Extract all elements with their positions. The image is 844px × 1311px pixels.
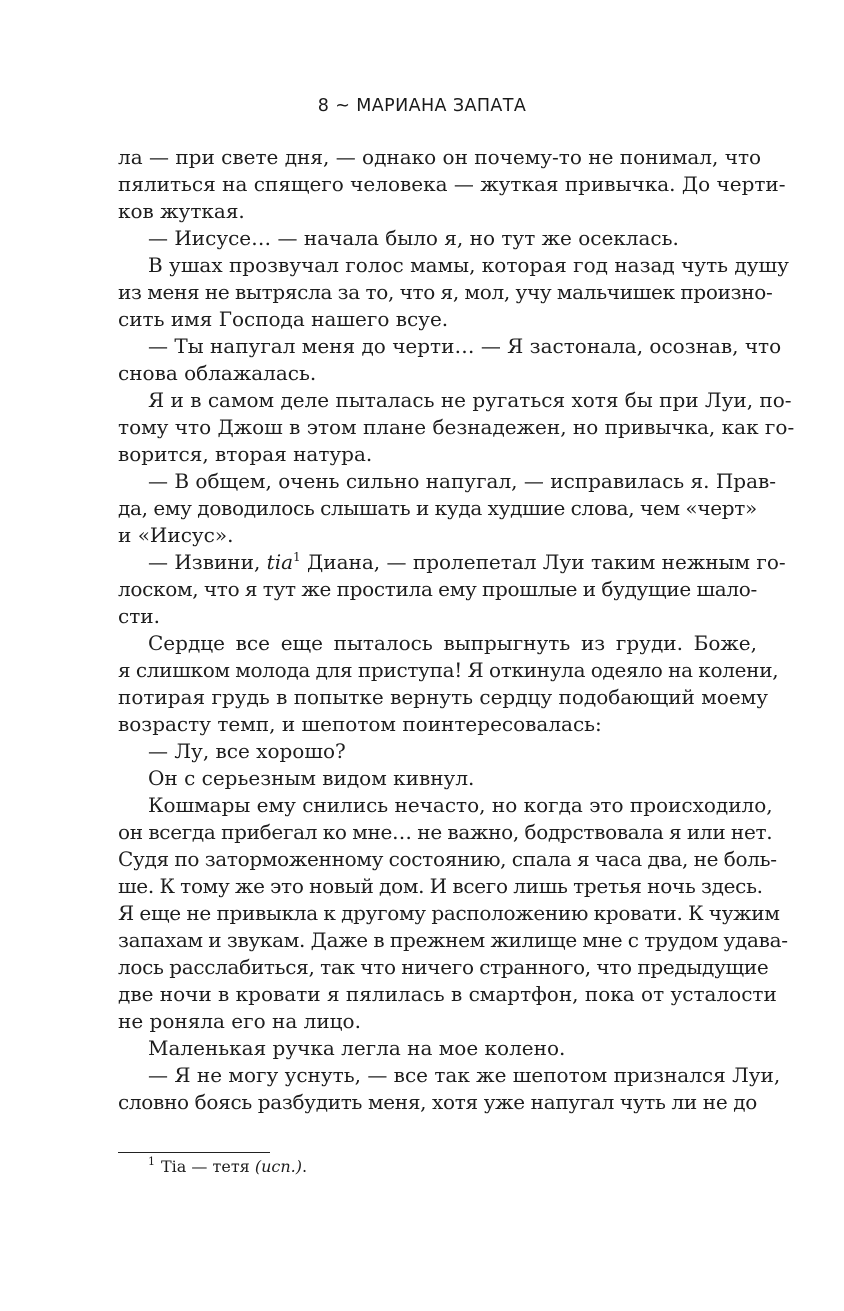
italic-term: tia	[266, 550, 294, 574]
text-line: он всегда прибегал ко мне… не важно, бодрствовала я или нет.	[118, 820, 773, 844]
text-line: Судя по заторможенному состоянию, спала я часа два, не боль-	[118, 847, 777, 871]
text-line: потирая грудь в попытке вернуть сердцу подобающий моему	[118, 685, 768, 709]
footnote-divider	[118, 1152, 270, 1153]
text-line: да, ему доводилось слышать и куда худшие слова, чем «черт»	[118, 496, 757, 520]
text-line: — В общем, очень сильно напугал, — исправилась я. Прав-	[148, 469, 777, 493]
footnote-language: (исп.)	[254, 1157, 302, 1176]
text-fragment: Диана, — пролепетал Луи таким нежным го-	[300, 550, 786, 574]
text-fragment: — Извини,	[148, 550, 267, 574]
running-title: МАРИАНА ЗАПАТА	[356, 96, 527, 116]
text-line: — Ты напугал меня до черти… — Я застонала, осознав, что	[148, 334, 782, 358]
page-number: 8	[317, 96, 330, 116]
text-line: Я еще не привыкла к другому расположению кровати. К чужим	[118, 901, 780, 925]
text-line: лоском, что я тут же простила ему прошлые и будущие шало-	[118, 577, 757, 601]
text-line: ла — при свете дня, — однако он почему-то не понимал, что	[118, 145, 762, 169]
text-line: Маленькая ручка легла на мое колено.	[148, 1036, 566, 1060]
text-line: и «Иисус».	[118, 523, 234, 547]
text-line: лось расслабиться, так что ничего странного, что предыдущие	[118, 955, 769, 979]
text-line	[118, 549, 786, 576]
text-line: я слишком молода для приступа! Я откинула одеяло на колени,	[118, 658, 779, 682]
text-line: пялиться на спящего человека — жуткая привычка. До черти-	[118, 172, 786, 196]
footnote-ref[interactable]: 1	[293, 550, 301, 564]
header-separator: ~	[335, 96, 351, 116]
text-line: возрасту темп, и шепотом поинтересовалась:	[118, 712, 602, 736]
text-line: ворится, вторая натура.	[118, 442, 373, 466]
running-header	[0, 96, 844, 116]
footnote-marker: 1	[148, 1155, 155, 1168]
footnote-term: Tia — тетя	[161, 1157, 255, 1176]
text-line: тому что Джош в этом плане безнадежен, но привычка, как го-	[118, 415, 795, 439]
text-line: сти.	[118, 604, 160, 628]
text-line: Кошмары ему снились нечасто, но когда это происходило,	[148, 793, 773, 817]
text-line: сить имя Господа нашего всуе.	[118, 307, 449, 331]
text-line: две ночи в кровати я пялилась в смартфон, пока от усталости	[118, 982, 777, 1006]
text-line: Он с серьезным видом кивнул.	[148, 766, 475, 790]
text-line: словно боясь разбудить меня, хотя уже напугал чуть ли не до	[118, 1090, 757, 1114]
footnote-end: .	[302, 1157, 308, 1176]
footnote	[148, 1157, 307, 1176]
text-line: ков жуткая.	[118, 199, 245, 223]
text-line: из меня не вытрясла за то, что я, мол, учу мальчишек произно-	[118, 280, 773, 304]
text-line: снова облажалась.	[118, 361, 317, 385]
text-line: не роняла его на лицо.	[118, 1009, 361, 1033]
main-text	[118, 144, 795, 1116]
text-line: — Я не могу уснуть, — все так же шепотом признался Луи,	[148, 1063, 781, 1087]
text-line: Я и в самом деле пыталась не ругаться хотя бы при Луи, по-	[148, 388, 792, 412]
text-line: Сердце все еще пыталось выпрыгнуть из груди. Боже,	[148, 631, 757, 655]
text-line: — Иисусе… — начала было я, но тут же осеклась.	[148, 226, 679, 250]
text-line: запахам и звукам. Даже в прежнем жилище мне с трудом удава-	[118, 928, 788, 952]
text-line: ше. К тому же это новый дом. И всего лишь третья ночь здесь.	[118, 874, 763, 898]
text-line: В ушах прозвучал голос мамы, которая год назад чуть душу	[148, 253, 789, 277]
text-line: — Лу, все хорошо?	[148, 739, 346, 763]
